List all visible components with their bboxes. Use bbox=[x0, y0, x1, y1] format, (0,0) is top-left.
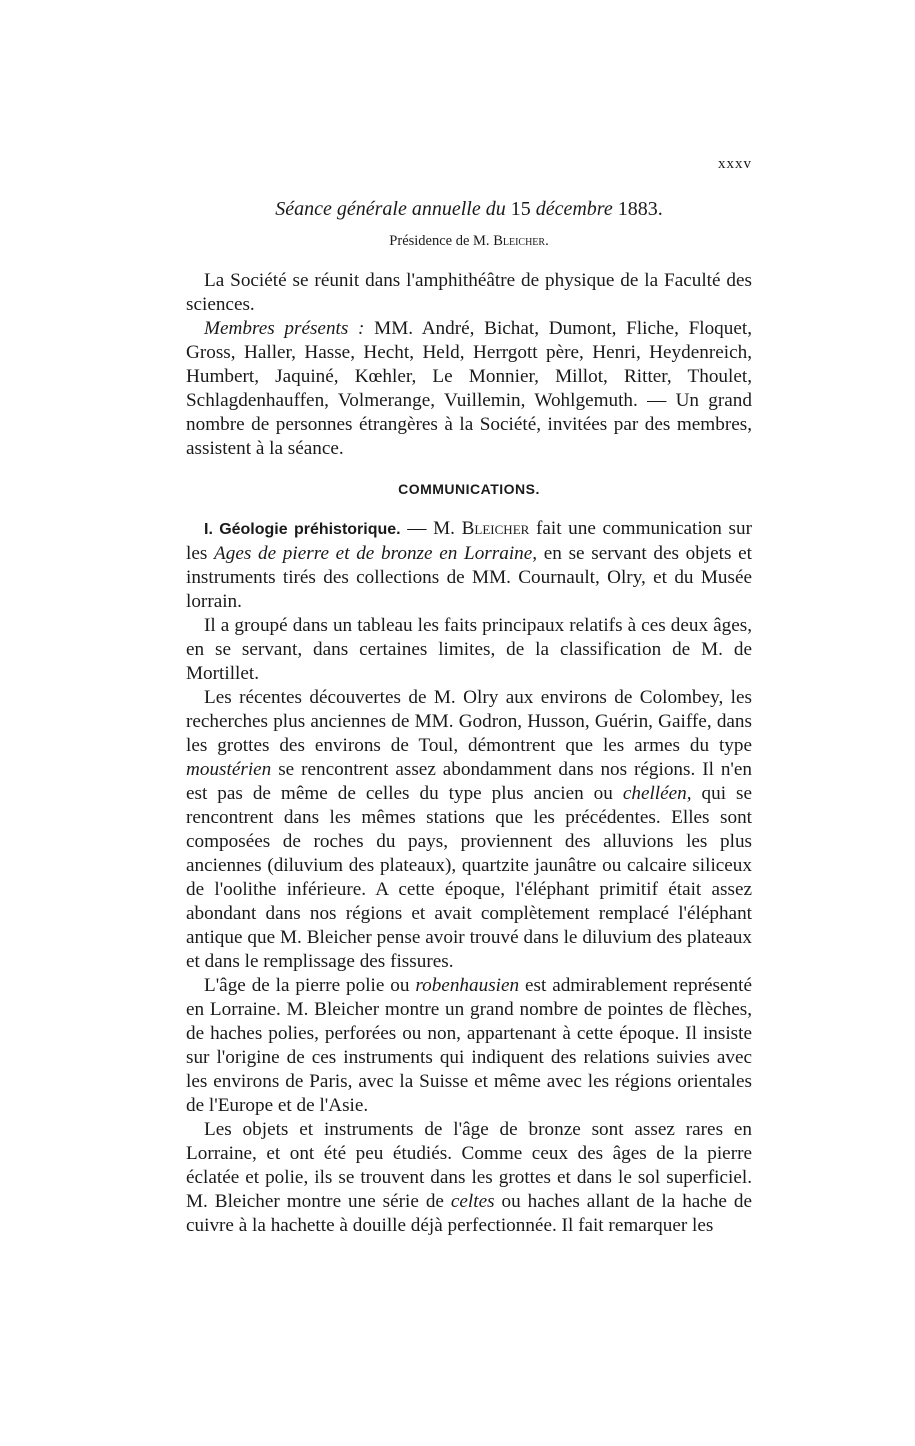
paragraph-geologie bbox=[186, 517, 752, 614]
term-chelleen: chelléen, bbox=[622, 783, 692, 804]
term-mousterien: moustérien bbox=[186, 759, 272, 780]
paragraph-decouvertes bbox=[186, 686, 752, 974]
author-name: Bleicher bbox=[461, 518, 530, 539]
membres-paragraph bbox=[186, 317, 752, 461]
presidence-line bbox=[186, 233, 752, 250]
p4-text-b: est admirablement représenté en Lorraine. M. Bleicher montre un grand nombre de pointes de flèches, de haches polies, perforées ou non, appartenant à cette époque. Il insiste sur l'origine de ces instruments qui indiquent des relations suivies avec les environs de Paris, avec la Suisse et même avec les régions orientales de l'Europe et de l'Asie. bbox=[186, 975, 752, 1116]
title-text-mid: décembre bbox=[530, 198, 618, 220]
term-celtes: celtes bbox=[450, 1191, 495, 1212]
paragraph-pierre-polie bbox=[186, 974, 752, 1118]
communication-title: Ages de pierre et de bronze en Lorraine, bbox=[214, 543, 538, 564]
societe-paragraph: La Société se réunit dans l'amphithéâtre de physique de la Faculté des sciences. bbox=[186, 270, 752, 315]
p3-text-a: Les récentes découvertes de M. Olry aux environs de Colombey, les recherches plus anciennes de MM. Godron, Husson, Guérin, Gaiffe, dans les grottes des environs de Toul, démontrent que les armes du type bbox=[186, 687, 752, 756]
title-day: 15 bbox=[510, 198, 531, 220]
presidence-prefix: Présidence de M. bbox=[389, 233, 494, 249]
intro-block bbox=[186, 269, 752, 461]
section-heading: COMMUNICATIONS. bbox=[398, 481, 540, 497]
p1-dash: — M. bbox=[400, 518, 462, 539]
paragraph-tableau: Il a groupé dans un tableau les faits principaux relatifs à ces deux âges, en se servant, dans certaines limites, de la classification de M. de Mortillet. bbox=[186, 615, 752, 684]
presidence-end: . bbox=[545, 233, 549, 249]
session-title bbox=[186, 198, 752, 221]
paragraph-lead: I. Géologie préhistorique. bbox=[204, 521, 401, 538]
p4-text-a: L'âge de la pierre polie ou bbox=[204, 975, 416, 996]
p5-text-b: ou haches allant de la hache de cuivre à la hachette à douille déjà perfectionnée. Il fait remarquer les bbox=[186, 1191, 752, 1236]
paragraph-bronze bbox=[186, 1118, 752, 1238]
communications-body bbox=[186, 517, 752, 1238]
term-robenhausien: robenhausien bbox=[415, 975, 520, 996]
p1-text-b: en se servant des objets et instruments tirés des collections de MM. Cournault, Olry, et du Musée lorrain. bbox=[186, 543, 752, 612]
membres-text: MM. André, Bichat, Dumont, Fliche, Floquet, Gross, Haller, Hasse, Hecht, Held, Herrgott père, Henri, Heydenreich, Humbert, Jaquiné, Kœhler, Le Monnier, Millot, Ritter, Thoulet, Schlagdenhauffen, Volmerange, Vuillemin, Wohlgemuth. — Un grand nombre de personnes étrangères à la Société, invitées par des membres, assistent à la séance. bbox=[186, 318, 752, 459]
title-year: 1883 bbox=[617, 198, 658, 220]
p3-text-b: se rencontrent assez abondamment dans nos régions. Il n'en est pas de même de celles du type plus ancien ou bbox=[186, 759, 752, 804]
membres-label: Membres présents : bbox=[204, 318, 365, 339]
presidence-name: Bleicher bbox=[493, 233, 546, 249]
title-end: . bbox=[657, 198, 663, 220]
p1-text-a: fait une communication sur les bbox=[186, 518, 752, 564]
title-text-pre: Séance générale annuelle du bbox=[275, 198, 511, 220]
page-number: xxxv bbox=[718, 156, 752, 172]
p3-text-c: qui se rencontrent dans les mêmes stations que les précédentes. Elles sont composées de roches du pays, proviennent des alluvions les plus anciennes (diluvium des plateaux), quartzite jaunâtre ou calcaire siliceux de l'oolithe inférieure. A cette époque, l'éléphant primitif était assez abondant dans nos régions et avait complètement remplacé l'éléphant antique que M. Bleicher pense avoir trouvé dans le diluvium des plateaux et dans le remplissage des fissures. bbox=[186, 783, 752, 972]
p5-text-a: Les objets et instruments de l'âge de bronze sont assez rares en Lorraine, et ont été peu étudiés. Comme ceux des âges de la pierre éclatée et polie, ils se trouvent dans les grottes et dans le sol superficiel. M. Bleicher montre une série de bbox=[186, 1119, 752, 1212]
